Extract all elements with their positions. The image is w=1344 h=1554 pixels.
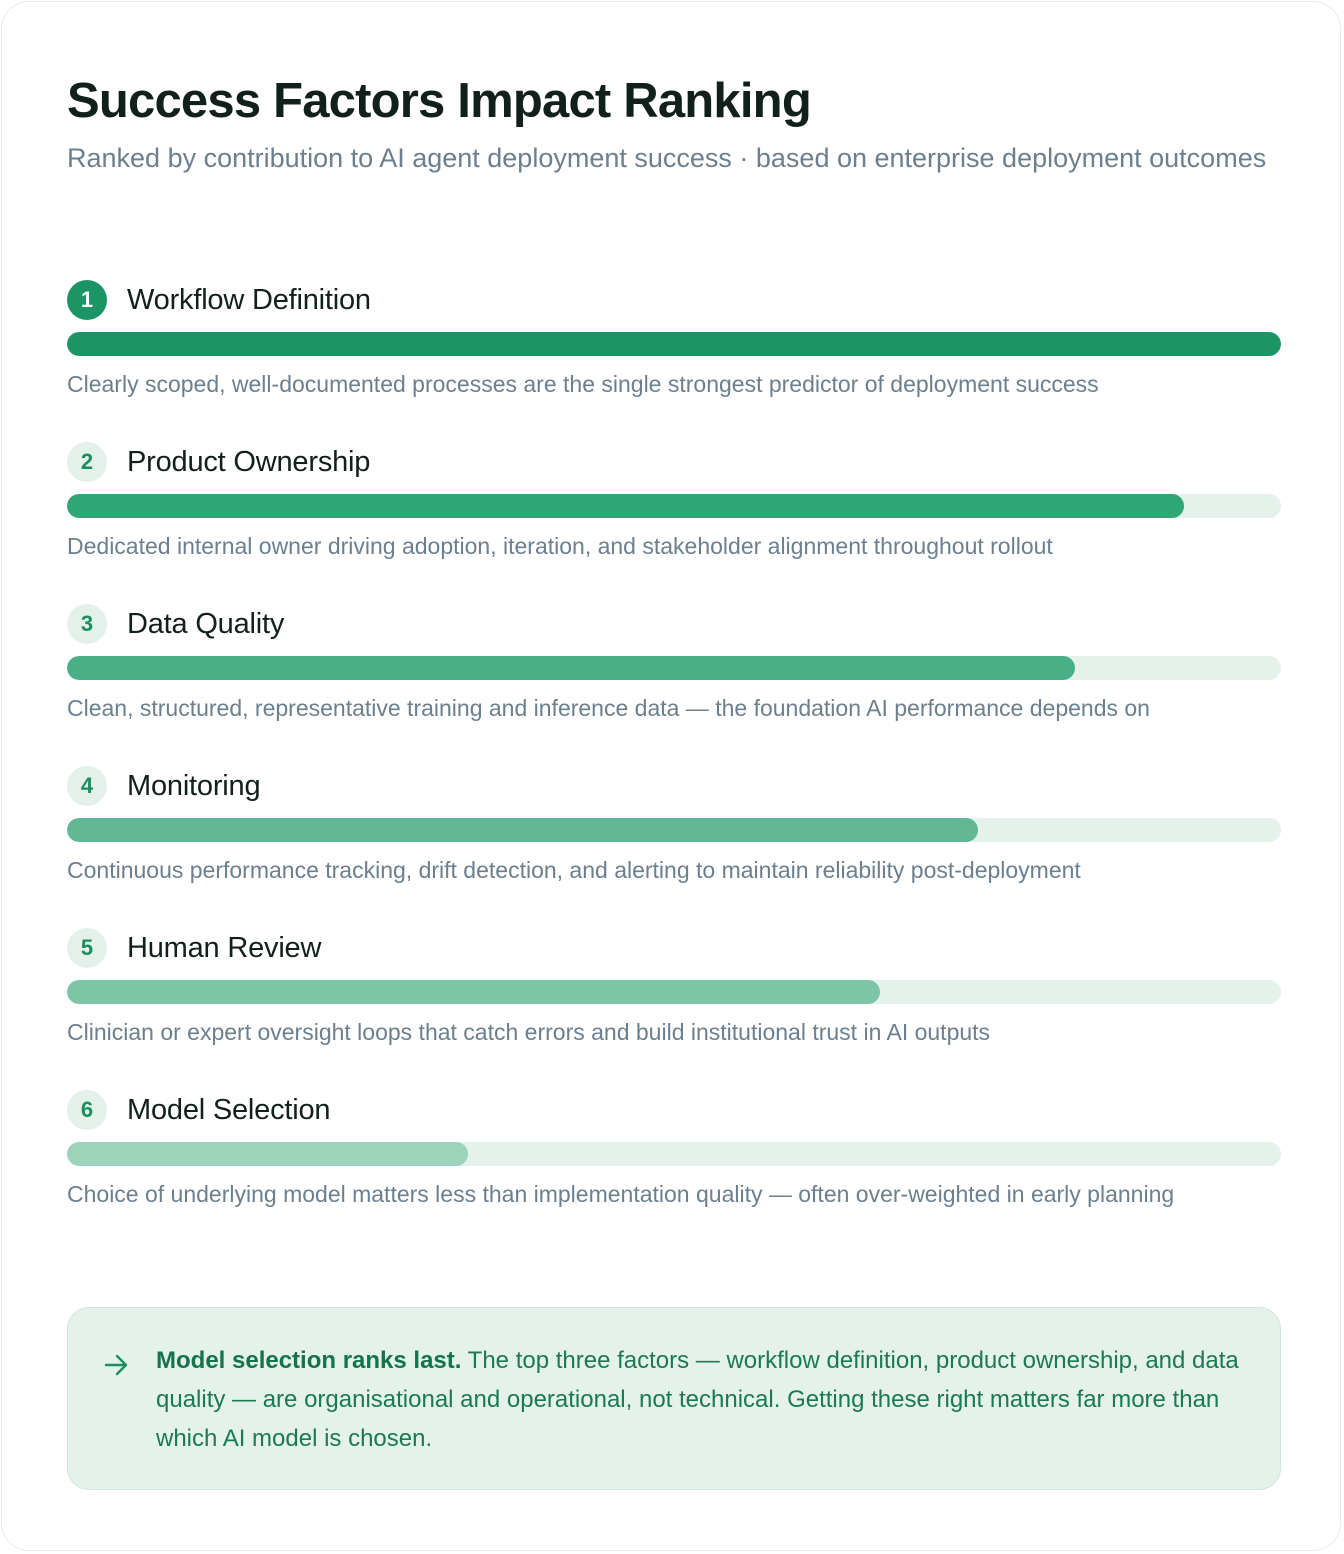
factor-name: Workflow Definition bbox=[127, 284, 371, 316]
factor-description: Clearly scoped, well-documented processes are the single strongest predictor of deployment success bbox=[67, 371, 1099, 397]
factor-row bbox=[67, 766, 1281, 883]
factor-description: Choice of underlying model matters less than implementation quality — often over-weighted in early planning bbox=[67, 1181, 1175, 1207]
bar-fill bbox=[67, 332, 1281, 356]
factor-row bbox=[67, 442, 1281, 559]
rank-badge: 2 bbox=[67, 442, 107, 482]
rank-badge: 6 bbox=[67, 1090, 107, 1130]
bar-track bbox=[67, 494, 1281, 518]
factor-description: Continuous performance tracking, drift detection, and alerting to maintain reliability post-deployment bbox=[67, 857, 1081, 883]
bar-track bbox=[67, 818, 1281, 842]
callout-text bbox=[156, 1341, 1256, 1458]
factor-name: Data Quality bbox=[127, 608, 285, 640]
bar-fill bbox=[67, 494, 1184, 518]
factor-header bbox=[67, 928, 1281, 970]
factor-description: Dedicated internal owner driving adoption, iteration, and stakeholder alignment throughout rollout bbox=[67, 533, 1053, 559]
callout-body: The top three factors — workflow definition, product ownership, and data quality — are organisational and operational, not technical. Getting these right matters far more than which AI model is chosen. bbox=[156, 1347, 1239, 1452]
factor-description: Clinician or expert oversight loops that catch errors and build institutional trust in AI outputs bbox=[67, 1019, 991, 1045]
factor-header bbox=[67, 280, 1281, 322]
factor-row bbox=[67, 1090, 1281, 1207]
chart-title: Success Factors Impact Ranking bbox=[67, 74, 811, 128]
factor-name: Model Selection bbox=[127, 1094, 331, 1126]
insight-callout bbox=[67, 1307, 1281, 1490]
factor-row bbox=[67, 280, 1281, 397]
bar-track bbox=[67, 1142, 1281, 1166]
factor-name: Human Review bbox=[127, 932, 322, 964]
callout-lead: Model selection ranks last. bbox=[156, 1347, 462, 1374]
bar-fill bbox=[67, 980, 880, 1004]
bar-fill bbox=[67, 656, 1075, 680]
bar-track bbox=[67, 332, 1281, 356]
factor-header bbox=[67, 442, 1281, 484]
bar-fill bbox=[67, 818, 978, 842]
rank-badge: 3 bbox=[67, 604, 107, 644]
bar-track bbox=[67, 656, 1281, 680]
chart-subtitle: Ranked by contribution to AI agent deployment success · based on enterprise deployment outcomes bbox=[67, 143, 1267, 173]
bar-track bbox=[67, 980, 1281, 1004]
factor-row bbox=[67, 604, 1281, 721]
bar-fill bbox=[67, 1142, 468, 1166]
factor-description: Clean, structured, representative training and inference data — the foundation AI performance depends on bbox=[67, 695, 1150, 721]
factor-header bbox=[67, 1090, 1281, 1132]
arrow-right-icon bbox=[102, 1348, 130, 1382]
rank-badge: 4 bbox=[67, 766, 107, 806]
factor-header bbox=[67, 604, 1281, 646]
rank-badge: 1 bbox=[67, 280, 107, 320]
rank-badge: 5 bbox=[67, 928, 107, 968]
chart-card bbox=[1, 1, 1341, 1551]
factor-header bbox=[67, 766, 1281, 808]
factor-name: Product Ownership bbox=[127, 446, 371, 478]
factor-name: Monitoring bbox=[127, 770, 261, 802]
factor-row bbox=[67, 928, 1281, 1045]
